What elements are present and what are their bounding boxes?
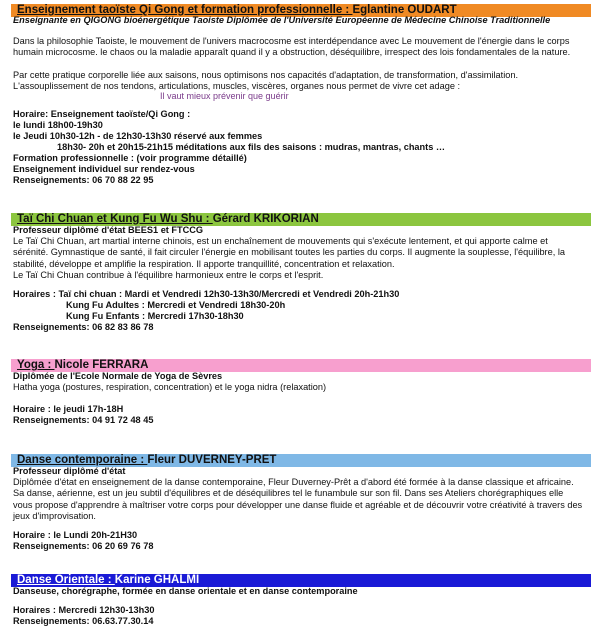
schedule-line: Kung Fu Adultes : Mercredi et Vendredi 18h30-20h bbox=[66, 300, 286, 310]
contact-line: Renseignements: 06 82 83 86 78 bbox=[13, 322, 154, 332]
section-subtitle: Professeur diplômé d'état BEES1 et FTCCG bbox=[13, 225, 204, 235]
section-paragraph: Par cette pratique corporelle liée aux saisons, nous optimisons nos capacités d'adaptation, de transformation, d'assimilation. bbox=[13, 70, 519, 80]
section-title: Enseignement taoïste Qi Gong et formation professionnelle : Eglantine OUDART bbox=[17, 4, 457, 16]
section-subtitle: Professeur diplômé d'état bbox=[13, 466, 126, 476]
section-paragraph: Dans la philosophie Taoiste, le mouvement de l'univers macrocosme est interdépendance avec Le mouvement de l'énergie dans le corps humain microcosme. le chaos ou la maladie apparaît quand il y a obstruction, déséquilibre, irrespect des lois fondamentales de la nature. bbox=[13, 36, 571, 58]
section-paragraph: Diplômée d'état en enseignement de la danse contemporaine, Fleur Duverney-Prêt a d'abord été formée à la danse classique et africaine. Sa danse, aérienne, est un jeu subtil d'équilibres et de déséquilibres tel le funambule sur son fil. Dans ses Ateliers chorégraphiques elle vous propose d'apprendre à maîtriser votre corps pour développer une danse fluide et agréable et de découvrir votre créativité à travers des jeux d'improvisation. bbox=[13, 477, 583, 521]
section-subtitle: Danseuse, chorégraphe, formée en danse orientale et en danse contemporaine bbox=[13, 586, 358, 596]
schedule-line: Formation professionnelle : (voir programme détaillé) bbox=[13, 153, 247, 163]
schedule-line: Horaires : Taï chi chuan : Mardi et Vendredi 12h30-13h30/Mercredi et Vendredi 20h-21h30 bbox=[13, 289, 400, 299]
schedule-line: le Jeudi 10h30-12h - de 12h30-13h30 réservé aux femmes bbox=[13, 131, 263, 141]
section-subtitle: Diplômée de l'Ecole Normale de Yoga de Sèvres bbox=[13, 371, 223, 381]
section-title: Danse contemporaine : Fleur DUVERNEY-PRET bbox=[17, 454, 277, 466]
schedule-line: le lundi 18h00-19h30 bbox=[13, 120, 103, 130]
section-title: Taï Chi Chuan et Kung Fu Wu Shu : Gérard KRIKORIAN bbox=[17, 213, 319, 225]
schedule-line: Kung Fu Enfants : Mercredi 17h30-18h30 bbox=[66, 311, 244, 321]
section-paragraph: L'assouplissement de nos tendons, articulations, muscles, viscères, organes nous permet de vivre cet adage : bbox=[13, 81, 461, 91]
section-subtitle: Enseignante en QIGONG bioénergétique Taoiste Diplômée de l'Université Européenne de Médecine Chinoise Traditionnelle bbox=[13, 15, 551, 25]
schedule-line: Horaires : Mercredi 12h30-13h30 bbox=[13, 605, 155, 615]
schedule-line: Horaire: Enseignement taoïste/Qi Gong : bbox=[13, 109, 191, 119]
section-paragraph: Hatha yoga (postures, respiration, concentration) et le yoga nidra (relaxation) bbox=[13, 382, 327, 392]
contact-line: Renseignements: 06 70 88 22 95 bbox=[13, 175, 154, 185]
section-title: Yoga : Nicole FERRARA bbox=[17, 359, 149, 371]
section-paragraph: Le Taï Chi Chuan contribue à l'équilibre harmonieux entre le corps et l'esprit. bbox=[13, 270, 324, 280]
contact-line: Renseignements: 06.63.77.30.14 bbox=[13, 616, 154, 626]
schedule-line: Enseignement individuel sur rendez-vous bbox=[13, 164, 195, 174]
schedule-line: Horaire : le jeudi 17h-18H bbox=[13, 404, 124, 414]
schedule-line: Horaire : le Lundi 20h-21H30 bbox=[13, 530, 138, 540]
schedule-line: 18h30- 20h et 20h15-21h15 méditations aux fils des saisons : mudras, mantras, chants … bbox=[57, 142, 446, 152]
section-title: Danse Orientale : Karine GHALMI bbox=[17, 574, 200, 586]
section-paragraph: Le Taï Chi Chuan, art martial interne chinois, est un enchaînement de mouvements qui s'exécute lentement, et qui apporte calme et sérénité. Gymnastique de santé, il fait circuler l'énergie en mobilisant toutes les parties du corps. Il augmente la souplesse, l'équilibre, la stabilité, développe et amplifie la respiration. Il apporte tranquillité, concentration et relaxation. bbox=[13, 236, 565, 269]
contact-line: Renseignements: 04 91 72 48 45 bbox=[13, 415, 154, 425]
section-note: Il vaut mieux prévenir que guérir bbox=[160, 91, 289, 101]
contact-line: Renseignements: 06 20 69 76 78 bbox=[13, 541, 154, 551]
